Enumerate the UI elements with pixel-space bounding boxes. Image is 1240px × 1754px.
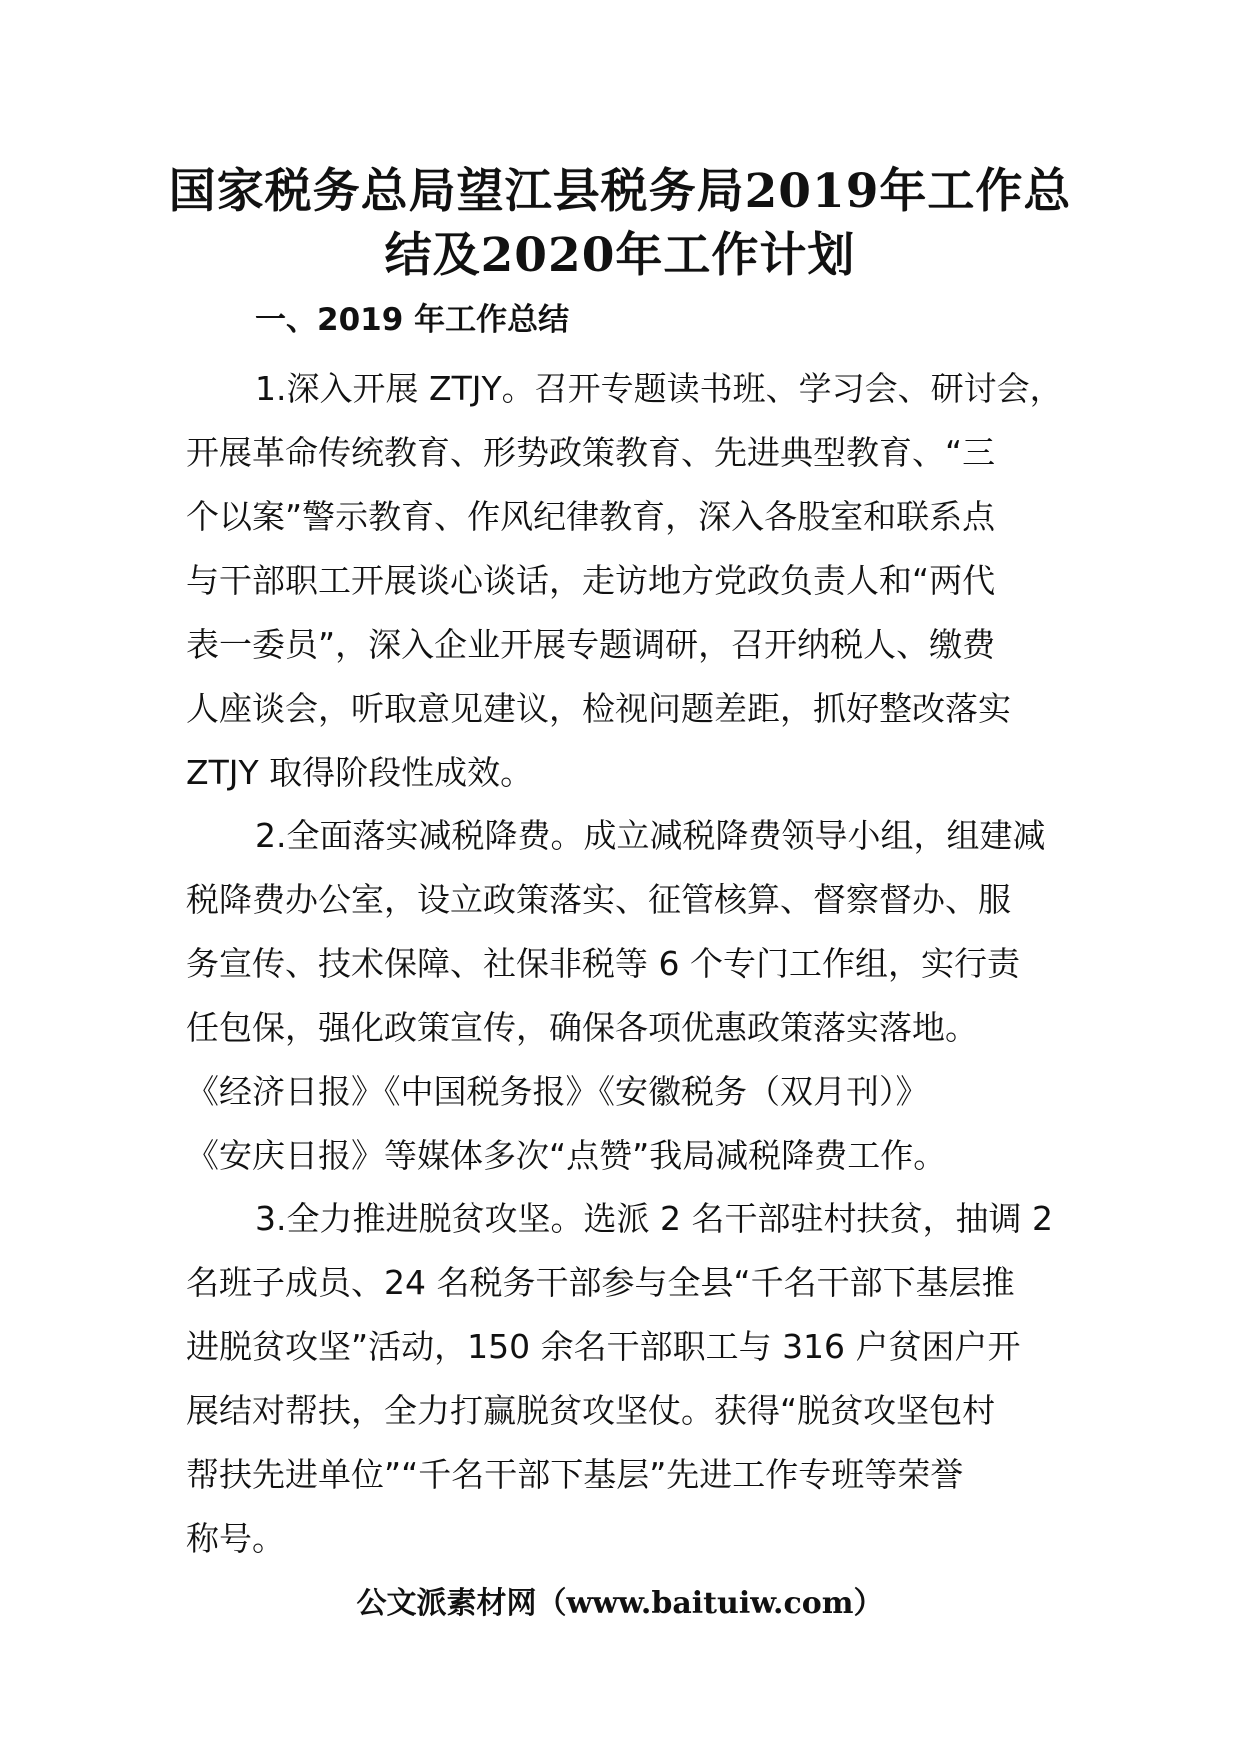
paragraph-line: 展结对帮扶，全力打赢脱贫攻坚仗。获得“脱贫攻坚包村 [186, 1391, 996, 1430]
paragraph-line: 帮扶先进单位”“千名干部下基层”先进工作专班等荣誉 [186, 1455, 964, 1494]
paragraph-line: 开展革命传统教育、形势政策教育、先进典型教育、“三 [186, 433, 996, 472]
paragraph-poverty-alleviation [186, 1187, 1066, 1571]
paragraph-line: 名班子成员、24 名税务干部参与全县“千名干部下基层推 [186, 1263, 1015, 1302]
paragraph-line: 与干部职工开展谈心谈话，走访地方党政负责人和“两代 [186, 561, 996, 600]
paragraph-line: ZTJY 取得阶段性成效。 [186, 753, 534, 792]
paragraph-line: 进脱贫攻坚”活动，150 余名干部职工与 316 户贫困户开 [186, 1327, 1021, 1366]
document-title [150, 160, 1090, 288]
paragraph-line: 《安庆日报》等媒体多次“点赞”我局减税降费工作。 [186, 1136, 947, 1175]
paragraph-line: 1.深入开展 ZTJY。召开专题读书班、学习会、研讨会， [255, 369, 1063, 408]
paragraph-ztjy [186, 357, 1066, 805]
section-heading: 一、2019 年工作总结 [255, 302, 570, 338]
paragraph-line: 表一委员”，深入企业开展专题调研，召开纳税人、缴费 [186, 625, 996, 664]
paragraph-line: 税降费办公室，设立政策落实、征管核算、督察督办、服 [186, 880, 1011, 919]
paragraph-line: 人座谈会，听取意见建议，检视问题差距，抓好整改落实 [186, 689, 1011, 728]
title-line: 国家税务总局望江县税务局2019年工作总 [168, 164, 1072, 219]
paragraph-line: 《经济日报》《中国税务报》《安徽税务（双月刊）》 [186, 1072, 929, 1111]
paragraph-line: 务宣传、技术保障、社保非税等 6 个专门工作组，实行责 [186, 944, 1020, 983]
paragraph-tax-reduction [186, 804, 1066, 1188]
paragraph-line: 3.全力推进脱贫攻坚。选派 2 名干部驻村扶贫，抽调 2 [255, 1199, 1053, 1238]
paragraph-line: 称号。 [186, 1519, 285, 1558]
paragraph-line: 个以案”警示教育、作风纪律教育，深入各股室和联系点 [186, 497, 996, 536]
paragraph-line: 任包保，强化政策宣传，确保各项优惠政策落实落地。 [186, 1008, 978, 1047]
title-line: 结及2020年工作计划 [384, 228, 856, 283]
paragraph-line: 2.全面落实减税降费。成立减税降费领导小组，组建减 [255, 816, 1046, 855]
page-footer-watermark: 公文派素材网（www.baituiw.com） [356, 1586, 884, 1621]
